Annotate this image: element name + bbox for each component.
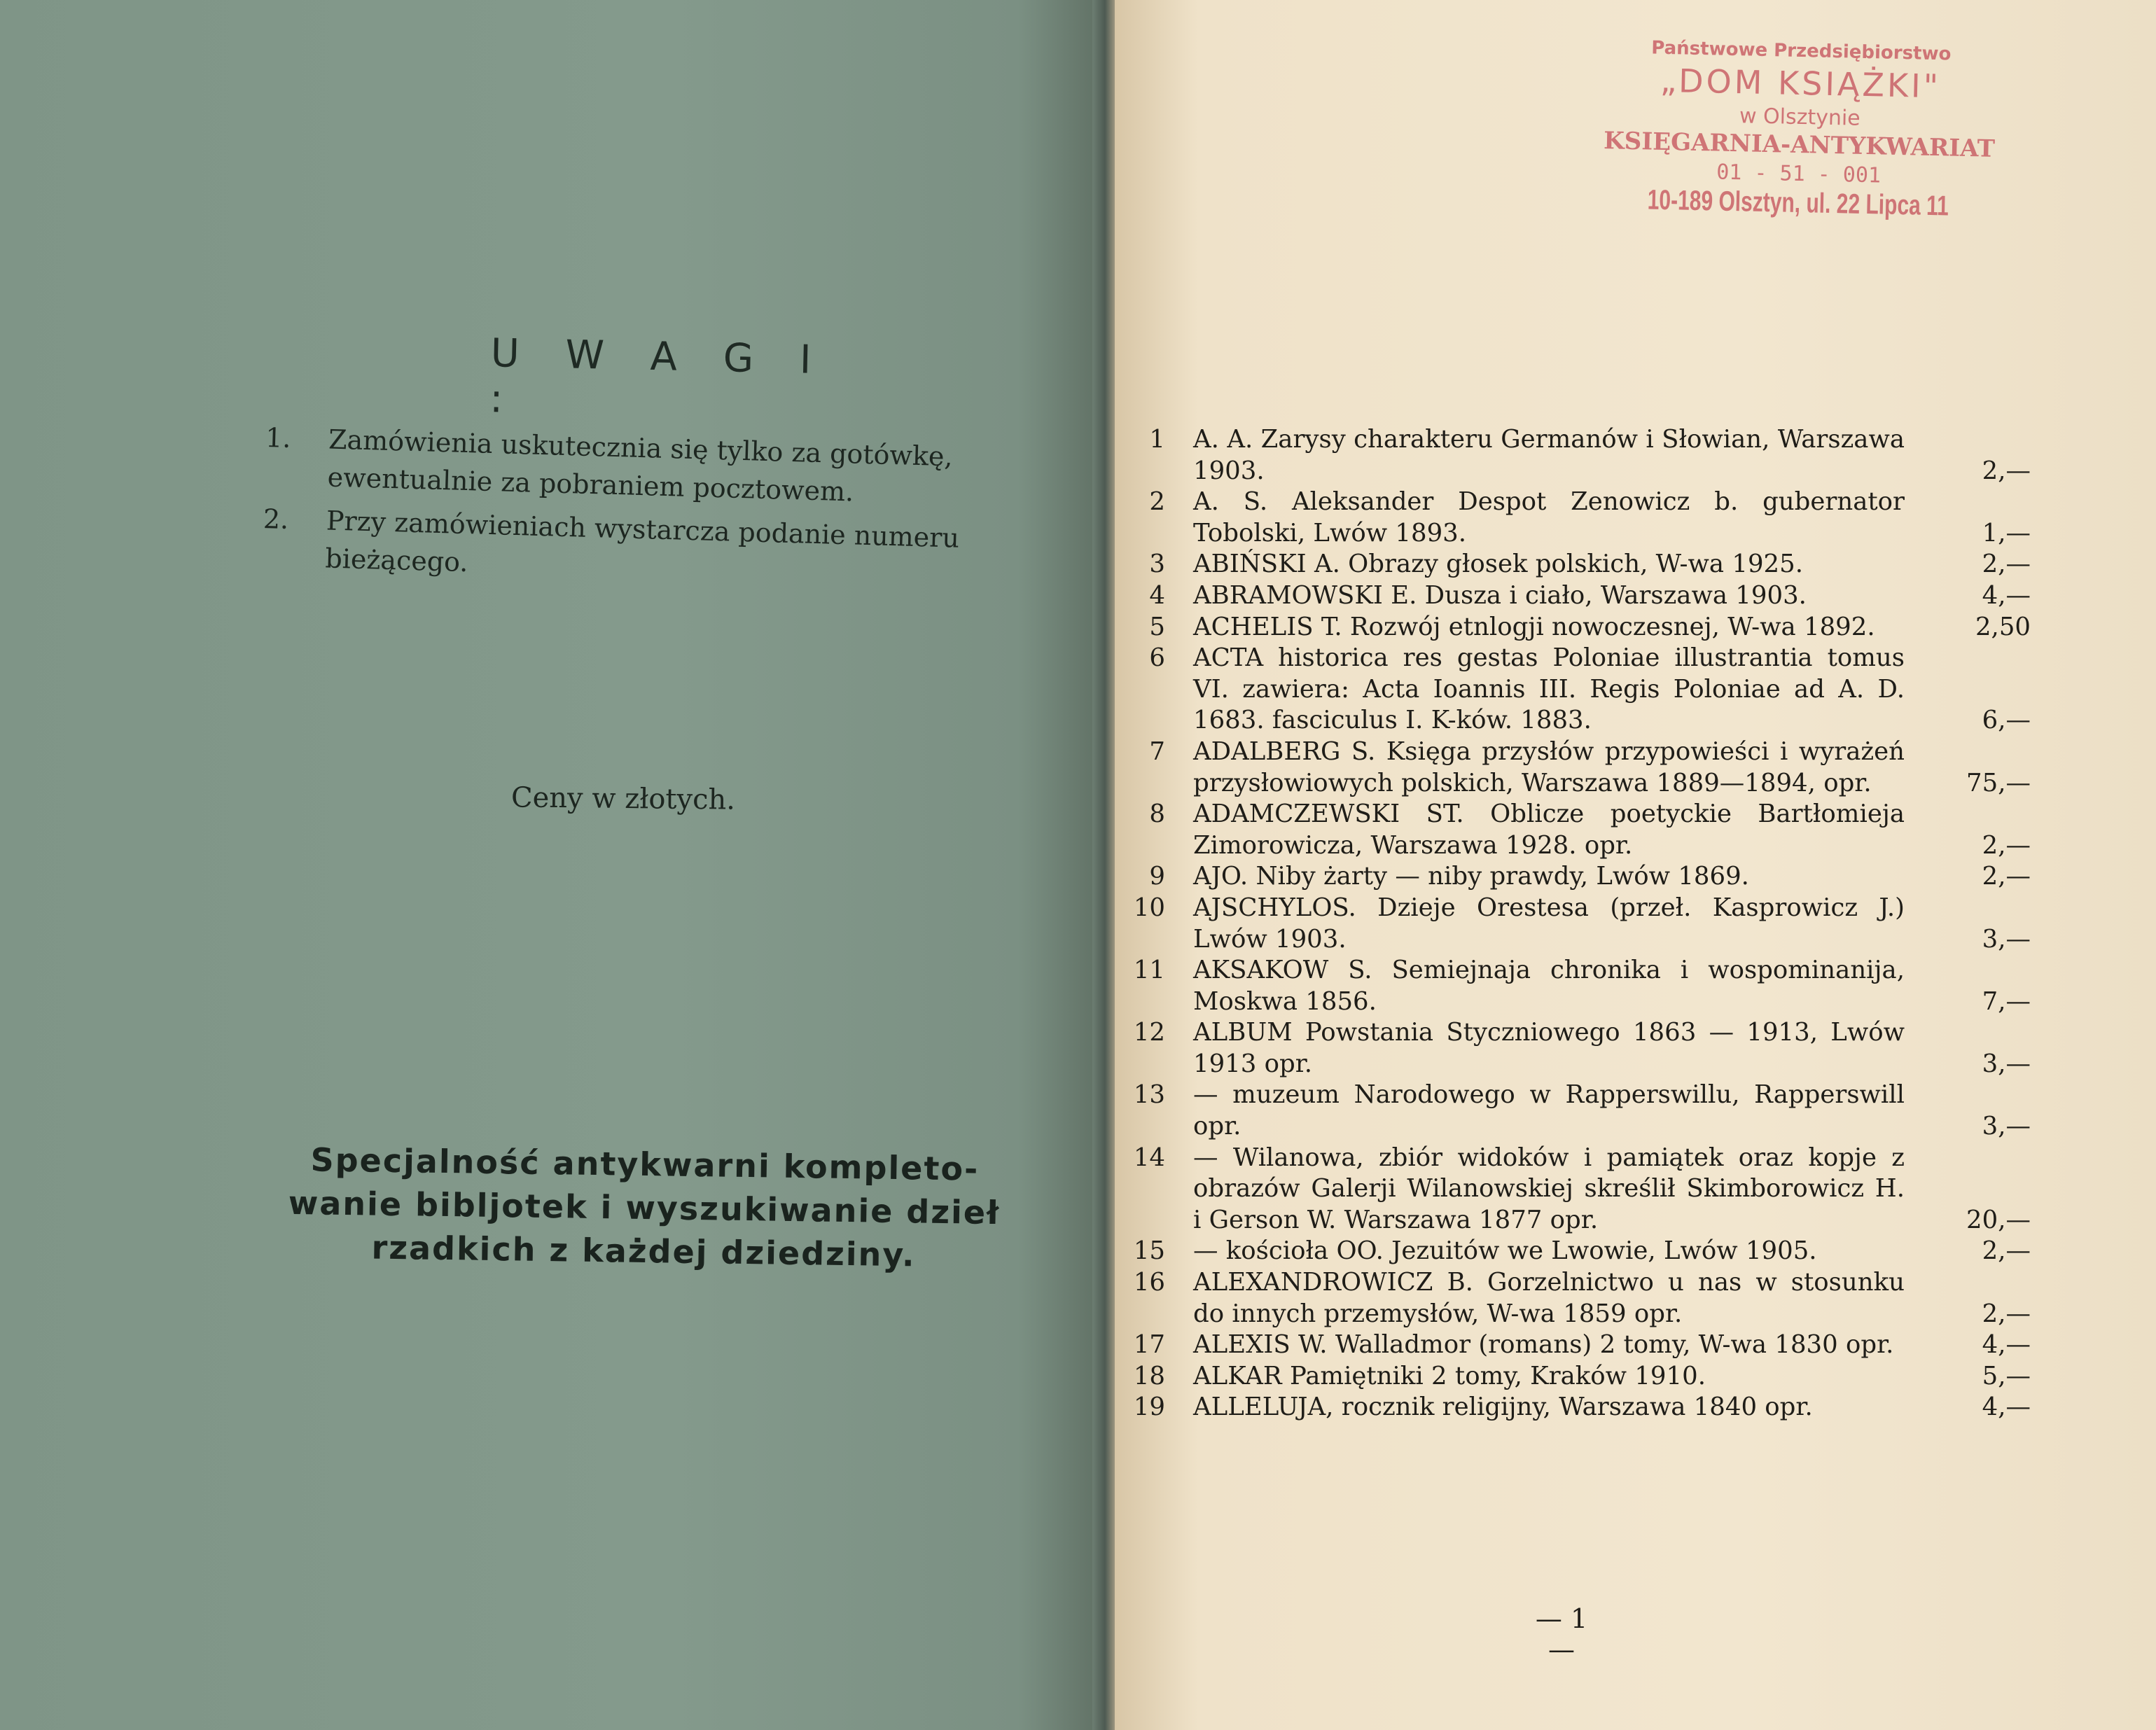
note-number: 1. (265, 421, 292, 454)
entry-description: ADAMCZEWSKI ST. Oblicze poetyckie Bartłomieja Zimorowicza, Warszawa 1928. opr. (1193, 800, 1905, 860)
entry-price: 4,— (1982, 1330, 2031, 1360)
specialty-line: rzadkich z każdej dziedziny. (371, 1228, 916, 1274)
entry-number: 11 (1133, 956, 1165, 985)
entry-price: 20,— (1966, 1205, 2031, 1234)
entry-description: — muzeum Narodowego w Rapperswillu, Rapperswill opr. (1193, 1080, 1905, 1141)
entry-number: 10 (1133, 893, 1165, 922)
catalog-entry (1120, 1017, 2031, 1080)
catalog-entry (1120, 1267, 2031, 1330)
entry-description: ACTA historica res gestas Poloniae illustrantia tomus VI. zawiera: Acta Ioannis III. Regis Poloniae ad A. D. 1683. fasciculus I. K-ków. 1883. (1193, 643, 1905, 735)
prices-note: Ceny w złotych. (510, 781, 736, 816)
entry-number: 15 (1133, 1236, 1165, 1266)
entry-description: ABRAMOWSKI E. Dusza i ciało, Warszawa 1903. (1193, 580, 1807, 610)
entry-price-column (1905, 424, 2031, 487)
catalog-entry (1120, 487, 2031, 549)
catalog-entry (1120, 580, 2031, 612)
entry-number: 8 (1149, 800, 1165, 829)
entry-price-column (1905, 612, 2031, 643)
entry-price-column (1905, 1361, 2031, 1393)
entry-price: 3,— (1982, 924, 2031, 954)
note-number: 2. (263, 503, 289, 535)
entry-price-column (1905, 1267, 2031, 1330)
catalog-entry (1120, 424, 2031, 487)
entry-number: 9 (1149, 862, 1165, 891)
entry-price-column (1905, 1330, 2031, 1361)
entry-description: ALEXIS W. Walladmor (romans) 2 tomy, W-wa 1830 opr. (1193, 1330, 1894, 1360)
entry-description: ALEXANDROWICZ B. Gorzelnictwo u nas w stosunku do innych przemysłów, W-wa 1859 opr. (1193, 1268, 1905, 1328)
entry-price: 4,— (1982, 580, 2031, 610)
stamp-line: w Olsztynie (1739, 104, 1861, 131)
catalog-entry (1120, 861, 2031, 893)
entry-price: 2,— (1982, 862, 2031, 891)
specialty-statement (237, 1137, 1051, 1278)
entry-price-column (1905, 1392, 2031, 1423)
catalog-entry (1120, 612, 2031, 643)
entry-description: A. S. Aleksander Despot Zenowicz b. gubernator Tobolski, Lwów 1893. (1193, 487, 1905, 547)
entry-description: ALLELUJA, rocznik religijny, Warszawa 1840 opr. (1193, 1393, 1813, 1422)
entry-number: 16 (1133, 1268, 1165, 1297)
entry-description: AJSCHYLOS. Dzieje Orestesa (przeł. Kasprowicz J.) Lwów 1903. (1193, 893, 1905, 954)
bookshop-stamp (1580, 36, 2018, 224)
entry-price-column (1905, 955, 2031, 1017)
entry-description: ALKAR Pamiętniki 2 tomy, Kraków 1910. (1193, 1361, 1706, 1390)
catalog-entry (1120, 1143, 2031, 1236)
entry-price: 2,— (1982, 1299, 2031, 1328)
catalog-entry (1120, 643, 2031, 737)
catalog-entry (1120, 1392, 2031, 1423)
entry-number: 2 (1149, 487, 1165, 517)
entry-price: 6,— (1982, 706, 2031, 735)
specialty-line: Specjalność antykwarni kompleto- (310, 1140, 980, 1188)
catalog-entry (1120, 893, 2031, 955)
entry-number: 3 (1149, 550, 1165, 579)
notes-title: U W A G I : (489, 330, 829, 423)
entry-description: — kościoła OO. Jezuitów we Lwowie, Lwów 1905. (1193, 1236, 1817, 1266)
entry-price-column (1905, 1017, 2031, 1080)
entry-price: 2,— (1982, 550, 2031, 579)
notes-list (262, 419, 1050, 603)
entry-number: 7 (1149, 737, 1165, 766)
entry-price-column (1905, 737, 2031, 799)
entry-price: 3,— (1982, 1112, 2031, 1141)
entry-price: 7,— (1982, 986, 2031, 1016)
note-item (262, 500, 1048, 597)
entry-price: 4,— (1982, 1393, 2031, 1422)
entry-price: 1,— (1982, 518, 2031, 547)
entry-description: AJO. Niby żarty — niby prawdy, Lwów 1869. (1193, 862, 1749, 891)
entry-price-column (1905, 893, 2031, 955)
note-text: Zamówienia uskutecznia się tylko za gotówkę, ewentualnie za pobraniem pocztowem. (327, 424, 954, 508)
stamp-line: 10-189 Olsztyn, ul. 22 Lipca 11 (1647, 184, 1949, 222)
entry-price: 2,50 (1975, 612, 2031, 641)
catalog-entry (1120, 1361, 2031, 1393)
entry-description: A. A. Zarysy charakteru Germanów i Słowian, Warszawa 1903. (1193, 425, 1905, 485)
entry-price-column (1905, 643, 2031, 737)
stamp-line: KSIĘGARNIA-ANTYKWARIAT (1603, 127, 1996, 163)
entry-number: 1 (1149, 425, 1165, 454)
entry-description: ADALBERG S. Księga przysłów przypowieści i wyrażeń przysłowiowych polskich, Warszawa 1889—1894, opr. (1193, 737, 1905, 797)
entry-price-column (1905, 487, 2031, 549)
catalog-entry (1120, 955, 2031, 1017)
specialty-line: wanie bibljotek i wyszukiwanie dzieł (288, 1183, 1001, 1232)
stamp-line: Państwowe Przedsiębiorstwo (1650, 37, 1952, 65)
entry-number: 4 (1149, 580, 1165, 610)
entry-price: 2,— (1982, 1236, 2031, 1266)
entry-description: ALBUM Powstania Styczniowego 1863 — 1913, Lwów 1913 opr. (1193, 1018, 1905, 1078)
entry-price-column (1905, 1236, 2031, 1267)
entry-price: 2,— (1982, 456, 2031, 485)
entry-price-column (1905, 549, 2031, 580)
entry-number: 5 (1149, 612, 1165, 641)
entry-price-column (1905, 580, 2031, 612)
stamp-line: „DOM KSIĄŻKI" (1660, 61, 1942, 106)
entry-number: 18 (1133, 1361, 1165, 1390)
entry-price: 5,— (1982, 1361, 2031, 1390)
entry-price: 75,— (1966, 768, 2031, 797)
entry-number: 6 (1149, 643, 1165, 673)
entry-price-column (1905, 799, 2031, 861)
catalog-entry (1120, 1080, 2031, 1142)
page-number: — 1 — (1535, 1603, 1588, 1665)
entry-number: 17 (1133, 1330, 1165, 1360)
catalog-entry (1120, 799, 2031, 861)
catalog-entry (1120, 1236, 2031, 1267)
entry-number: 14 (1133, 1143, 1165, 1172)
entry-number: 12 (1133, 1018, 1165, 1047)
entry-number: 13 (1133, 1080, 1165, 1110)
catalog-entry (1120, 1330, 2031, 1361)
entry-description: AKSAKOW S. Semiejnaja chronika i wospominanija, Moskwa 1856. (1193, 956, 1905, 1016)
entry-price-column (1905, 861, 2031, 893)
note-text: Przy zamówieniach wystarcza podanie numeru bieżącego. (324, 505, 960, 578)
entry-price: 3,— (1982, 1049, 2031, 1078)
entry-price-column (1905, 1143, 2031, 1236)
entry-price: 2,— (1982, 830, 2031, 860)
entry-price-column (1905, 1080, 2031, 1142)
entry-description: — Wilanowa, zbiór widoków i pamiątek oraz kopje z obrazów Galerji Wilanowskiej skreślił Skimborowicz H. i Gerson W. Warszawa 1877 opr. (1193, 1143, 1905, 1234)
catalog-entry (1120, 549, 2031, 580)
entry-number: 19 (1133, 1393, 1165, 1422)
entry-description: ACHELIS T. Rozwój etnlogji nowoczesnej, W-wa 1892. (1193, 612, 1875, 641)
note-item (264, 419, 1050, 516)
entry-description: ABIŃSKI A. Obrazy głosek polskich, W-wa 1925. (1193, 550, 1804, 579)
catalog-list (1120, 424, 2031, 1423)
stamp-line: 01 - 51 - 001 (1716, 160, 1882, 188)
catalog-entry (1120, 737, 2031, 799)
